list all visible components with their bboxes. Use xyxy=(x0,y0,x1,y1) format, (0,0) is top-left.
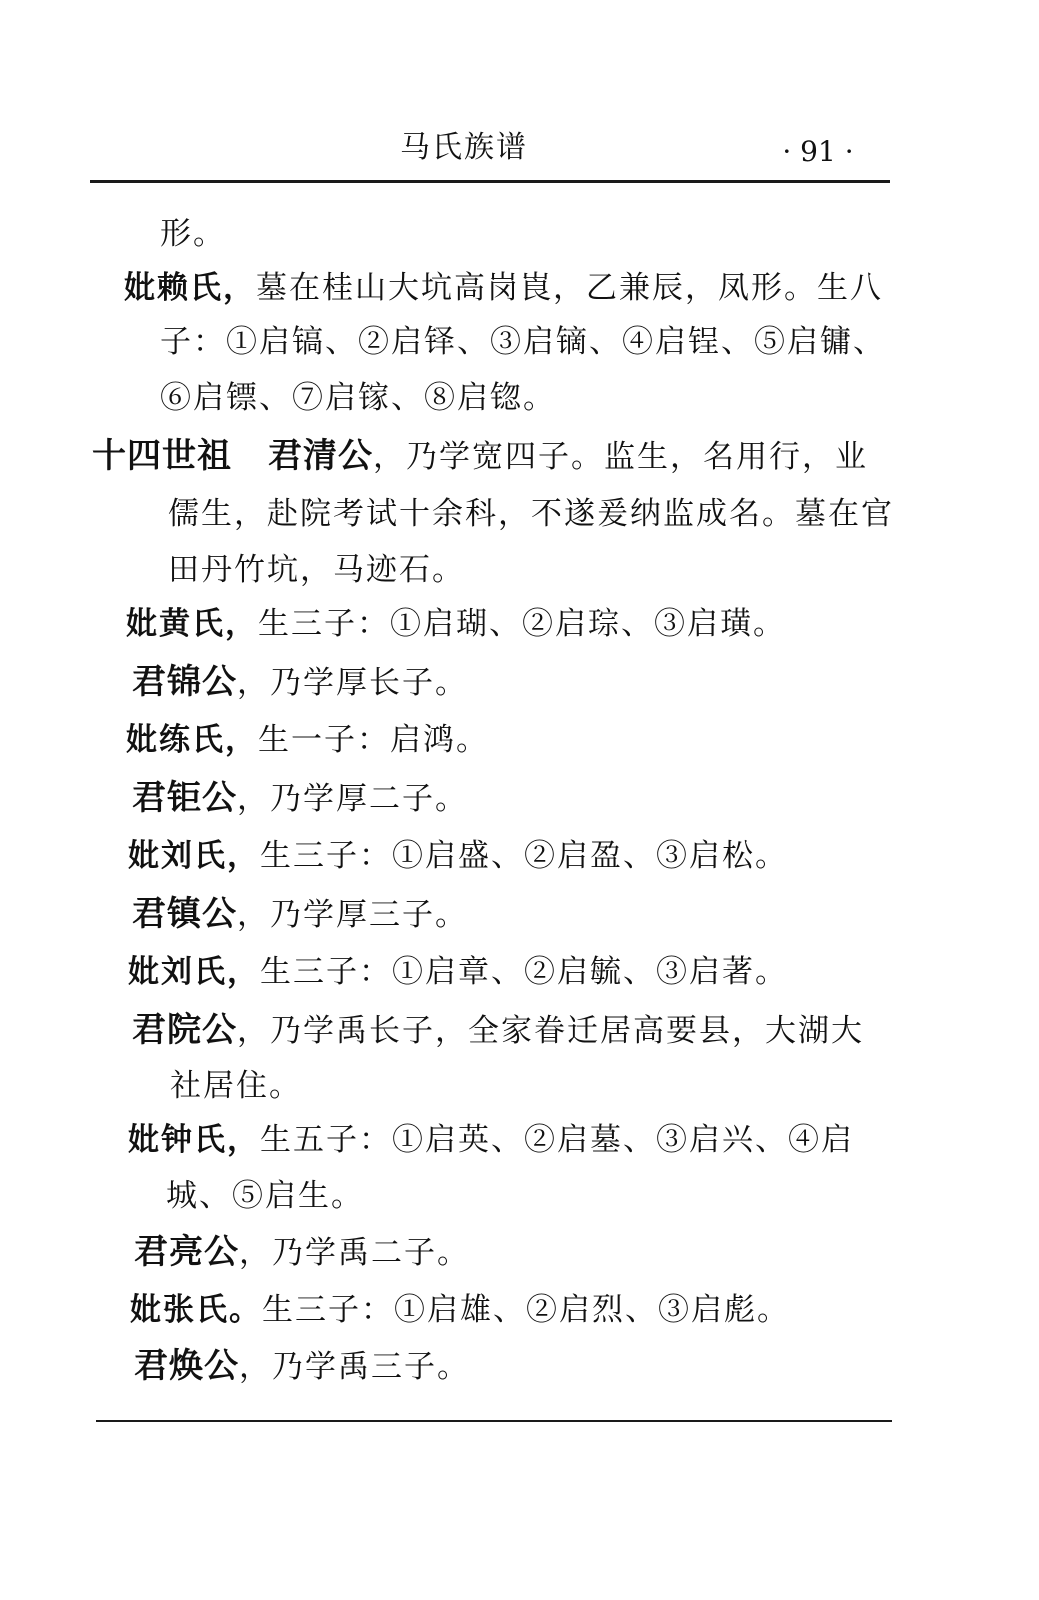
text-line xyxy=(166,1176,364,1216)
spouse-name: 妣刘氏， xyxy=(128,838,260,874)
page-number: · 91 · xyxy=(782,135,854,168)
ancestor-name: 君钜公 xyxy=(132,778,237,818)
line-text: ，乃学禹长子，全家眷迁居高要县，大湖大 xyxy=(237,1013,864,1049)
line-text: ，乃学厚二子。 xyxy=(237,781,468,817)
line-text: ，乃学禹三子。 xyxy=(239,1349,470,1385)
line-text: 子：①启镐、②启铎、③启镝、④启锃、⑤启镛、 xyxy=(160,324,886,360)
line-text: 生五子：①启英、②启墓、③启兴、④启 xyxy=(260,1122,854,1158)
spouse-name: 妣刘氏， xyxy=(128,954,260,990)
text-line xyxy=(132,1010,864,1051)
text-line xyxy=(168,550,465,590)
line-text: 社居住。 xyxy=(170,1068,302,1104)
text-line xyxy=(126,604,786,644)
text-line xyxy=(170,1066,302,1106)
ancestor-name: 君院公 xyxy=(132,1010,237,1050)
line-text: ，乃学禹二子。 xyxy=(239,1235,470,1271)
text-line xyxy=(168,494,894,534)
ancestor-name: 君锦公 xyxy=(132,662,237,702)
ancestor-name: 君焕公 xyxy=(134,1346,239,1386)
line-text: ⑥启镖、⑦启镓、⑧启锪。 xyxy=(160,380,556,416)
line-text: 形。 xyxy=(160,216,226,252)
text-line xyxy=(126,720,489,760)
line-text: ，乃学厚长子。 xyxy=(237,665,468,701)
text-line xyxy=(124,268,883,308)
line-text: 城、⑤启生。 xyxy=(166,1178,364,1214)
spouse-name: 妣张氏。 xyxy=(130,1292,262,1328)
spouse-name: 妣练氏， xyxy=(126,722,258,758)
text-line xyxy=(128,836,788,876)
text-line xyxy=(132,778,468,819)
line-text: 生一子：启鸿。 xyxy=(258,722,489,758)
line-text: 生三子：①启瑚、②启琮、③启璜。 xyxy=(258,606,786,642)
ancestor-name: 君亮公 xyxy=(134,1232,239,1272)
line-text: 田丹竹坑，马迹石。 xyxy=(168,552,465,588)
line-text: ，乃学厚三子。 xyxy=(237,897,468,933)
spouse-name: 妣赖氏， xyxy=(124,270,256,306)
text-line xyxy=(132,894,468,935)
line-text: 生三子：①启盛、②启盈、③启松。 xyxy=(260,838,788,874)
text-line xyxy=(160,378,556,418)
running-header-title: 马氏族谱 xyxy=(400,130,528,165)
text-line xyxy=(134,1232,470,1273)
spouse-name: 妣黄氏， xyxy=(126,606,258,642)
line-text: 生三子：①启章、②启毓、③启著。 xyxy=(260,954,788,990)
generation-label: 十四世祖 xyxy=(92,436,232,476)
footer-rule xyxy=(96,1420,892,1422)
ancestor-name: 君镇公 xyxy=(132,894,237,934)
text-line xyxy=(130,1290,790,1330)
line-text: 生三子：①启雄、②启烈、③启彪。 xyxy=(262,1292,790,1328)
spouse-name: 妣钟氏， xyxy=(128,1122,260,1158)
text-line xyxy=(128,952,788,992)
text-line xyxy=(160,322,886,362)
text-line xyxy=(134,1346,470,1387)
text-line xyxy=(132,662,468,703)
line-text: 墓在桂山大坑高岗崀，乙兼辰，凤形。生八 xyxy=(256,270,883,306)
text-line xyxy=(128,1120,854,1160)
ancestor-name: 君清公 xyxy=(268,436,373,476)
line-text: ，乃学宽四子。监生，名用行，业 xyxy=(373,439,868,475)
text-line xyxy=(92,436,868,477)
header-rule xyxy=(90,180,890,183)
text-line xyxy=(160,214,226,254)
line-text: 儒生，赴院考试十余科，不遂爰纳监成名。墓在官 xyxy=(168,496,894,532)
